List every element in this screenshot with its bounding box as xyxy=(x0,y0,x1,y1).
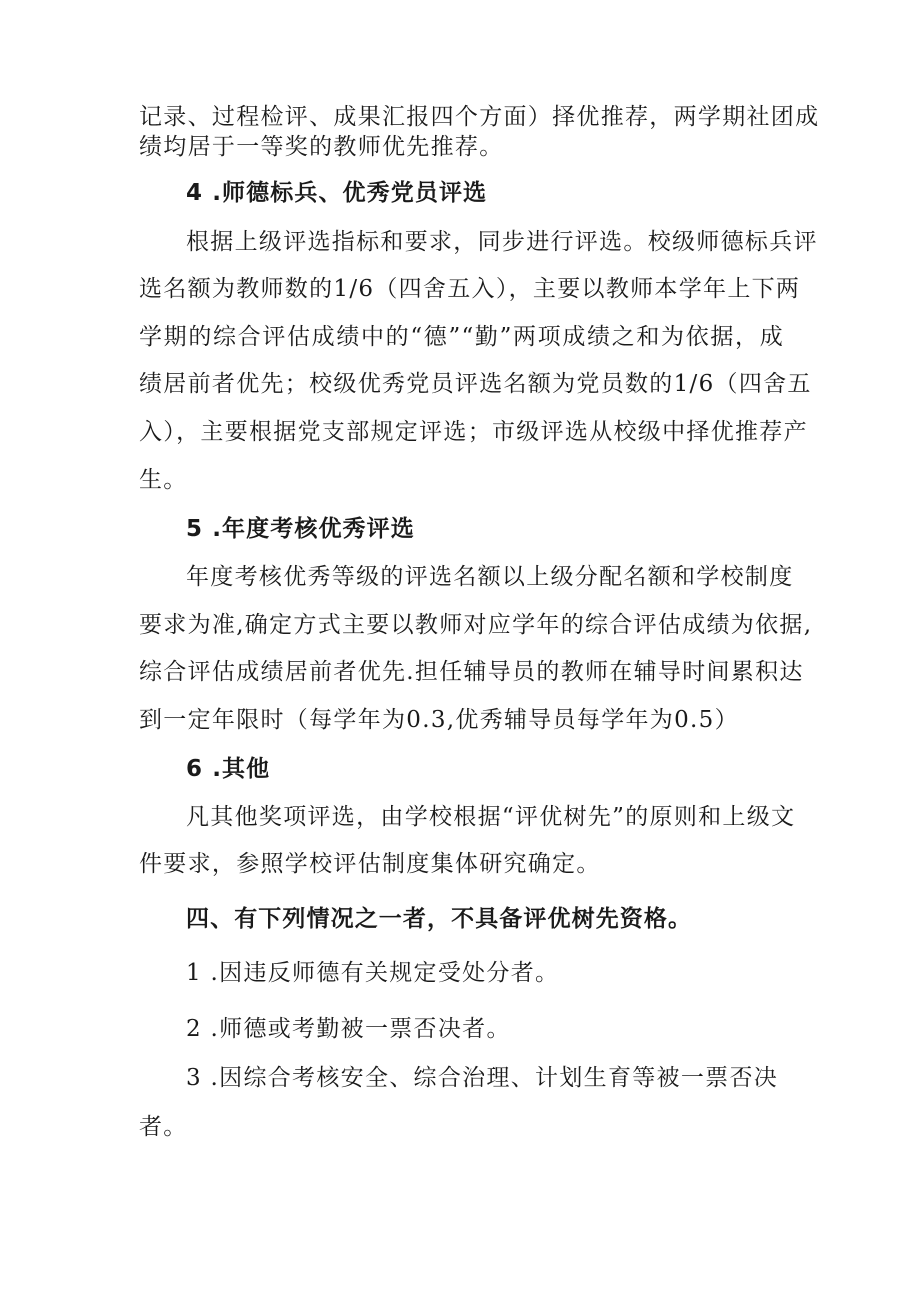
paragraph-line: 综合评估成绩居前者优先.担任辅导员的教师在辅导时间累积达 xyxy=(139,659,804,685)
paragraph-line: 入），主要根据党支部规定评选；市级评选从校级中择优推荐产 xyxy=(139,419,808,445)
paragraph-line: 要求为准,确定方式主要以教师对应学年的综合评估成绩为依据, xyxy=(139,612,813,638)
paragraph-line: 年度考核优秀等级的评选名额以上级分配名额和学校制度 xyxy=(186,564,794,590)
paragraph-line: 凡其他奖项评选，由学校根据“评优树先”的原则和上级文 xyxy=(186,804,796,830)
paragraph-line: 件要求，参照学校评估制度集体研究确定。 xyxy=(139,851,601,877)
list-item-2: 2 .师德或考勤被一票否决者。 xyxy=(186,1016,511,1042)
paragraph-line: 选名额为教师数的1/6（四舍五入），主要以教师本学年上下两 xyxy=(139,276,801,302)
paragraph-line: 根据上级评选指标和要求，同步进行评选。校级师德标兵评 xyxy=(186,229,818,255)
section-heading-5: 5 .年度考核优秀评选 xyxy=(186,516,415,542)
paragraph-line: 生。 xyxy=(139,467,188,493)
paragraph-line: 到一定年限时（每学年为0.3,优秀辅导员每学年为0.5） xyxy=(139,707,739,733)
list-item-1: 1 .因违反师德有关规定受处分者。 xyxy=(186,960,560,986)
list-item-3: 3 .因综合考核安全、综合治理、计划生育等被一票否决 xyxy=(186,1065,779,1091)
paragraph-line: 学期的综合评估成绩中的“德”“勤”两项成绩之和为依据，成 xyxy=(139,324,784,350)
list-item-3-continued: 者。 xyxy=(139,1114,188,1140)
section-heading-6: 6 .其他 xyxy=(186,756,271,782)
section-heading-4: 4 .师德标兵、优秀党员评选 xyxy=(186,180,488,206)
paragraph-line: 绩居前者优先；校级优秀党员评选名额为党员数的1/6（四舍五 xyxy=(139,371,812,397)
paragraph-line: 绩均居于一等奖的教师优先推荐。 xyxy=(139,134,504,160)
section-heading-four: 四、有下列情况之一者，不具备评优树先资格。 xyxy=(186,906,693,932)
paragraph-line: 记录、过程检评、成果汇报四个方面）择优推荐，两学期社团成 xyxy=(139,104,820,130)
